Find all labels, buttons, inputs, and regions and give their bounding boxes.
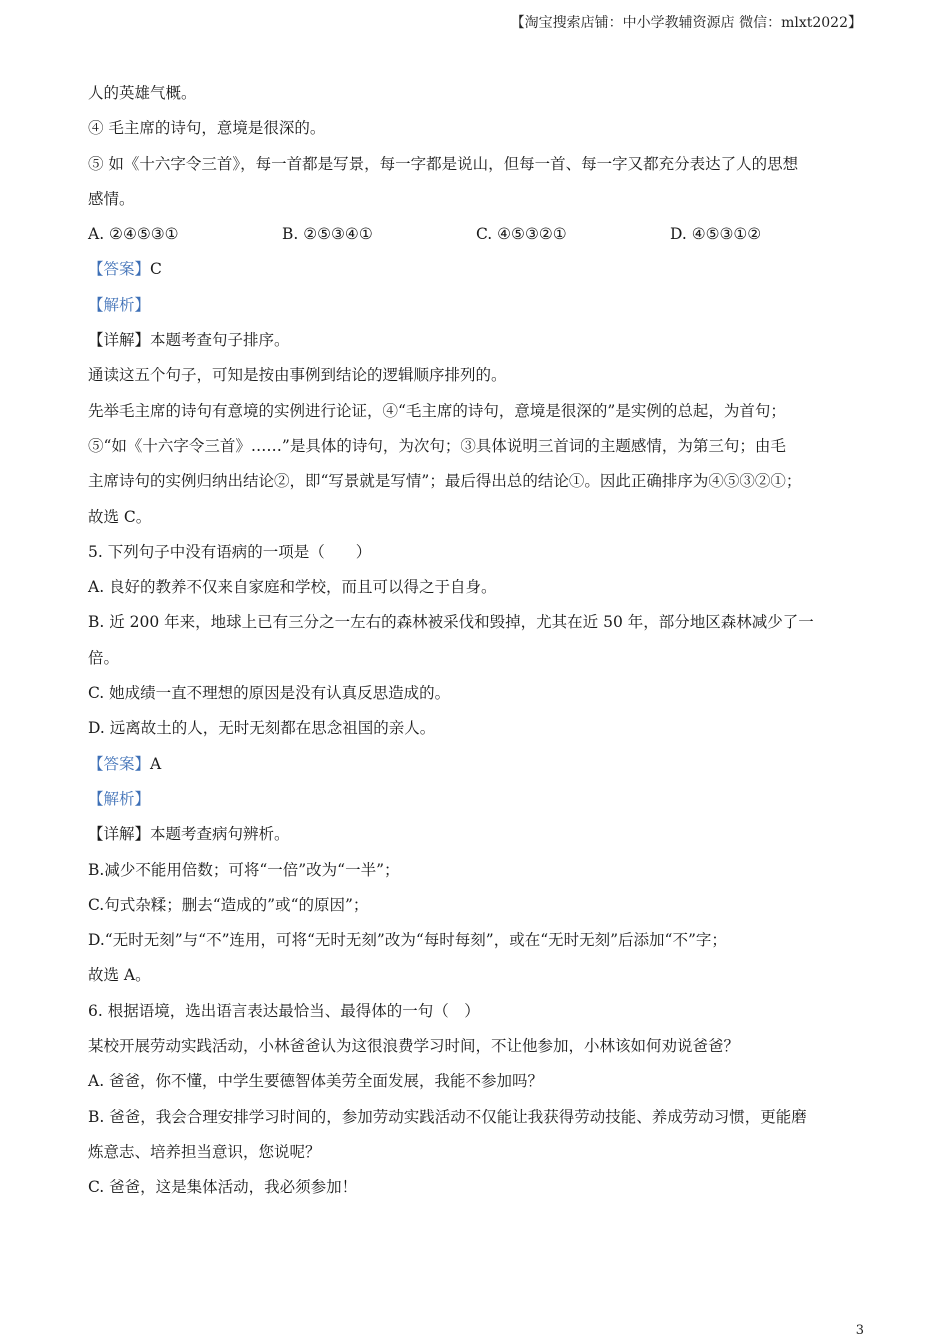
- q5-answer: [88, 747, 878, 782]
- answer-tag: 【答案】: [88, 754, 151, 773]
- q6-option: A. 爸爸，你不懂，中学生要德智体美劳全面发展，我能不参加吗？: [88, 1072, 544, 1091]
- q6-context: 某校开展劳动实践活动，小林爸爸认为这很浪费学习时间，不让他参加，小林该如何劝说爸爸？: [88, 1037, 740, 1056]
- q4-option-b: B. ②⑤③④①: [282, 225, 373, 244]
- q4-detail-line: 先举毛主席的诗句有意境的实例进行论证，④“毛主席的诗句，意境是很深的”是实例的总起，为首句；: [88, 401, 786, 420]
- q5-detail-line: 【详解】本题考查病句辨析。: [88, 825, 290, 844]
- answer-value: C: [150, 260, 162, 279]
- q5-option: B. 近 200 年来，地球上已有三分之一左右的森林被采伐和毁掉，尤其在近 50 年，部分地区森林减少了一: [88, 613, 814, 632]
- q6-stem: 6. 根据语境，选出语言表达最恰当、最得体的一句（ ）: [88, 1001, 480, 1020]
- answer-value: A: [150, 754, 162, 773]
- q4-detail-line: ⑤“如《十六字令三首》……”是具体的诗句，为次句；③具体说明三首词的主题感情，为第三句；由毛: [88, 436, 786, 455]
- text-line: 感情。: [88, 189, 135, 208]
- q5-stem: 5. 下列句子中没有语病的一项是（ ）: [88, 542, 372, 561]
- q5-detail-line: 故选 A。: [88, 966, 151, 985]
- answer-tag: 【答案】: [88, 260, 151, 279]
- page-content: [88, 76, 878, 1206]
- q4-detail-line: 【详解】本题考查句子排序。: [88, 331, 290, 350]
- q4-analysis: [88, 288, 878, 323]
- q4-option-d: D. ④⑤③①②: [670, 225, 762, 244]
- q5-detail-line: D.“无时无刻”与“不”连用，可将“无时无刻”改为“每时每刻”，或在“无时无刻”后添加“不”字；: [88, 931, 727, 950]
- q4-option-a: A. ②④⑤③①: [88, 225, 179, 244]
- q4-answer: [88, 252, 878, 287]
- q4-detail-line: 通读这五个句子，可知是按由事例到结论的逻辑顺序排列的。: [88, 366, 507, 385]
- page-header: 【淘宝搜索店铺：中小学教辅资源店 微信：mlxt2022】: [510, 15, 862, 31]
- q4-options: [88, 217, 878, 252]
- q6-option: 炼意志、培养担当意识，您说呢？: [88, 1142, 321, 1161]
- q6-option: B. 爸爸，我会合理安排学习时间的，参加劳动实践活动不仅能让我获得劳动技能、养成劳动习惯，更能磨: [88, 1107, 807, 1126]
- q5-option: 倍。: [88, 648, 120, 667]
- text-line: ⑤ 如《十六字令三首》，每一首都是写景，每一字都是说山，但每一首、每一字又都充分表达了人的思想: [88, 154, 799, 173]
- q5-analysis: [88, 782, 878, 817]
- analysis-tag: 【解析】: [88, 295, 151, 314]
- text-line: ④ 毛主席的诗句，意境是很深的。: [88, 119, 326, 138]
- page-number: 3: [855, 1323, 864, 1338]
- q4-detail-line: 故选 C。: [88, 507, 152, 526]
- q6-option: C. 爸爸，这是集体活动，我必须参加！: [88, 1178, 358, 1197]
- q4-option-c: C. ④⑤③②①: [476, 225, 567, 244]
- q4-detail-line: 主席诗句的实例归纳出结论②，即“写景就是写情”；最后得出总的结论①。因此正确排序为④⑤③②①；: [88, 472, 802, 491]
- q5-option: D. 远离故土的人，无时无刻都在思念祖国的亲人。: [88, 719, 436, 738]
- q5-detail-line: B.减少不能用倍数；可将“一倍”改为“一半”；: [88, 860, 400, 879]
- q5-option: A. 良好的教养不仅来自家庭和学校，而且可以得之于自身。: [88, 578, 497, 597]
- analysis-tag: 【解析】: [88, 789, 151, 808]
- q5-detail-line: C.句式杂糅；删去“造成的”或“的原因”；: [88, 895, 369, 914]
- text-line: 人的英雄气概。: [88, 84, 197, 102]
- q5-option: C. 她成绩一直不理想的原因是没有认真反思造成的。: [88, 684, 451, 703]
